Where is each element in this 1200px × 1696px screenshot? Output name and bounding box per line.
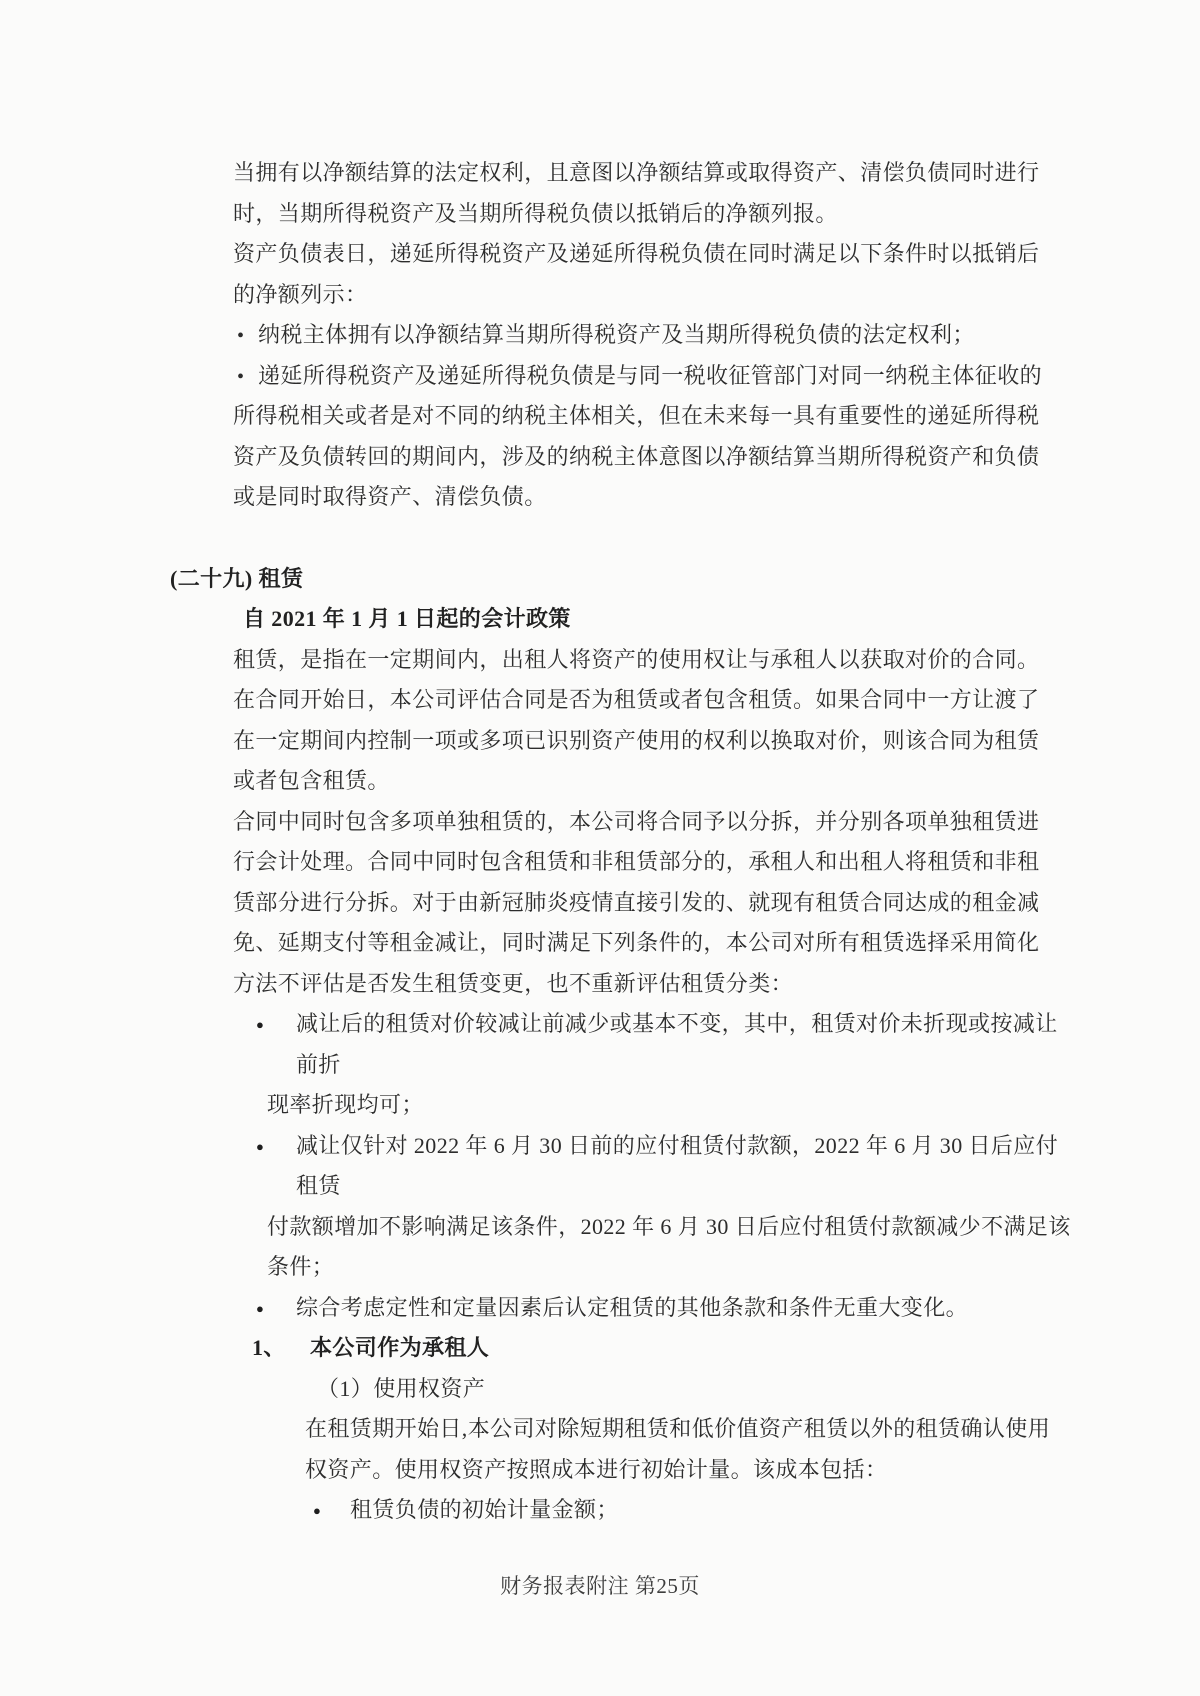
lease-para-line: 免、延期支付等租金减让，同时满足下列条件的，本公司对所有租赁选择采用简化: [233, 930, 1040, 955]
relief-bullet-cont-line: 租赁: [296, 1173, 341, 1198]
tax-para-line: 或是同时取得资产、清偿负债。: [233, 484, 547, 509]
lease-para-line: 合同中同时包含多项单独租赁的，本公司将合同予以分拆，并分别各项单独租赁进: [233, 809, 1040, 834]
lease-para-line: 赁部分进行分拆。对于由新冠肺炎疫情直接引发的、就现有租赁合同达成的租金减: [233, 890, 1040, 915]
lease-para-line: 在一定期间内控制一项或多项已识别资产使用的权利以换取对价，则该合同为租赁: [233, 728, 1040, 753]
tax-bullet-text: 递延所得税资产及递延所得税负债是与同一税收征管部门对同一纳税主体征收的: [258, 363, 1043, 388]
lease-para-line: 在合同开始日，本公司评估合同是否为租赁或者包含租赁。如果合同中一方让渡了: [233, 687, 1040, 712]
lessee-heading-number: 1、: [252, 1335, 286, 1360]
relief-bullet-text: 减让仅针对 2022 年 6 月 30 日前的应付租赁付款额，2022 年 6 月 30 日后应付: [296, 1133, 1059, 1158]
lease-section-heading: (二十九) 租赁: [170, 566, 304, 591]
relief-bullet-item: [256, 1008, 1058, 1041]
lease-para-line: 或者包含租赁。: [233, 768, 390, 793]
lessee-heading: [252, 1332, 489, 1364]
rou-asset-bullet-text: 租赁负债的初始计量金额；: [350, 1497, 619, 1522]
relief-bullet-item: [256, 1130, 1058, 1163]
tax-para-line: 所得税相关或者是对不同的纳税主体相关，但在未来每一具有重要性的递延所得税: [233, 403, 1040, 428]
tax-para-line: 当拥有以净额结算的法定权利，且意图以净额结算或取得资产、清偿负债同时进行: [233, 160, 1040, 185]
tax-para-line: 资产及负债转回的期间内，涉及的纳税主体意图以净额结算当期所得税资产和负债: [233, 444, 1040, 469]
relief-bullet-item: [256, 1292, 968, 1325]
tax-bullet-text: 纳税主体拥有以净额结算当期所得税资产及当期所得税负债的法定权利；: [258, 322, 975, 347]
rou-asset-line: 在租赁期开始日,本公司对除短期租赁和低价值资产租赁以外的租赁确认使用: [305, 1416, 1051, 1441]
footer-page-label: 财务报表附注 第25页: [500, 1574, 700, 1598]
relief-bullet-cont-line: 条件；: [267, 1254, 335, 1279]
rou-asset-subheading: （1）使用权资产: [317, 1376, 486, 1401]
tax-para-line: 时，当期所得税资产及当期所得税负债以抵销后的净额列报。: [233, 201, 838, 226]
tax-bullet-item: [237, 319, 975, 352]
lease-para-line: 方法不评估是否发生租赁变更，也不重新评估租赁分类：: [233, 971, 794, 996]
lease-policy-heading: 自 2021 年 1 月 1 日起的会计政策: [243, 606, 571, 631]
relief-bullet-cont-line: 前折: [296, 1052, 341, 1077]
lease-para-line: 行会计处理。合同中同时包含租赁和非租赁部分的，承租人和出租人将租赁和非租: [233, 849, 1040, 874]
rou-asset-line: 权资产。使用权资产按照成本进行初始计量。该成本包括：: [305, 1457, 888, 1482]
relief-bullet-cont-line: 现率折现均可；: [267, 1092, 424, 1117]
relief-bullet-text: 减让后的租赁对价较减让前减少或基本不变，其中，租赁对价未折现或按减让: [296, 1011, 1058, 1036]
rou-asset-bullet-item: [313, 1494, 619, 1527]
lease-para-line: 租赁，是指在一定期间内，出租人将资产的使用权让与承租人以获取对价的合同。: [233, 647, 1040, 672]
relief-bullet-cont-line: 付款额增加不影响满足该条件，2022 年 6 月 30 日后应付租赁付款额减少不满足该: [267, 1214, 1071, 1239]
tax-para-line: 的净额列示：: [233, 282, 368, 307]
lessee-heading-title: 本公司作为承租人: [310, 1335, 490, 1360]
relief-bullet-text: 综合考虑定性和定量因素后认定租赁的其他条款和条件无重大变化。: [296, 1295, 969, 1320]
tax-para-line: 资产负债表日，递延所得税资产及递延所得税负债在同时满足以下条件时以抵销后: [233, 241, 1040, 266]
tax-bullet-item: [237, 360, 1042, 393]
